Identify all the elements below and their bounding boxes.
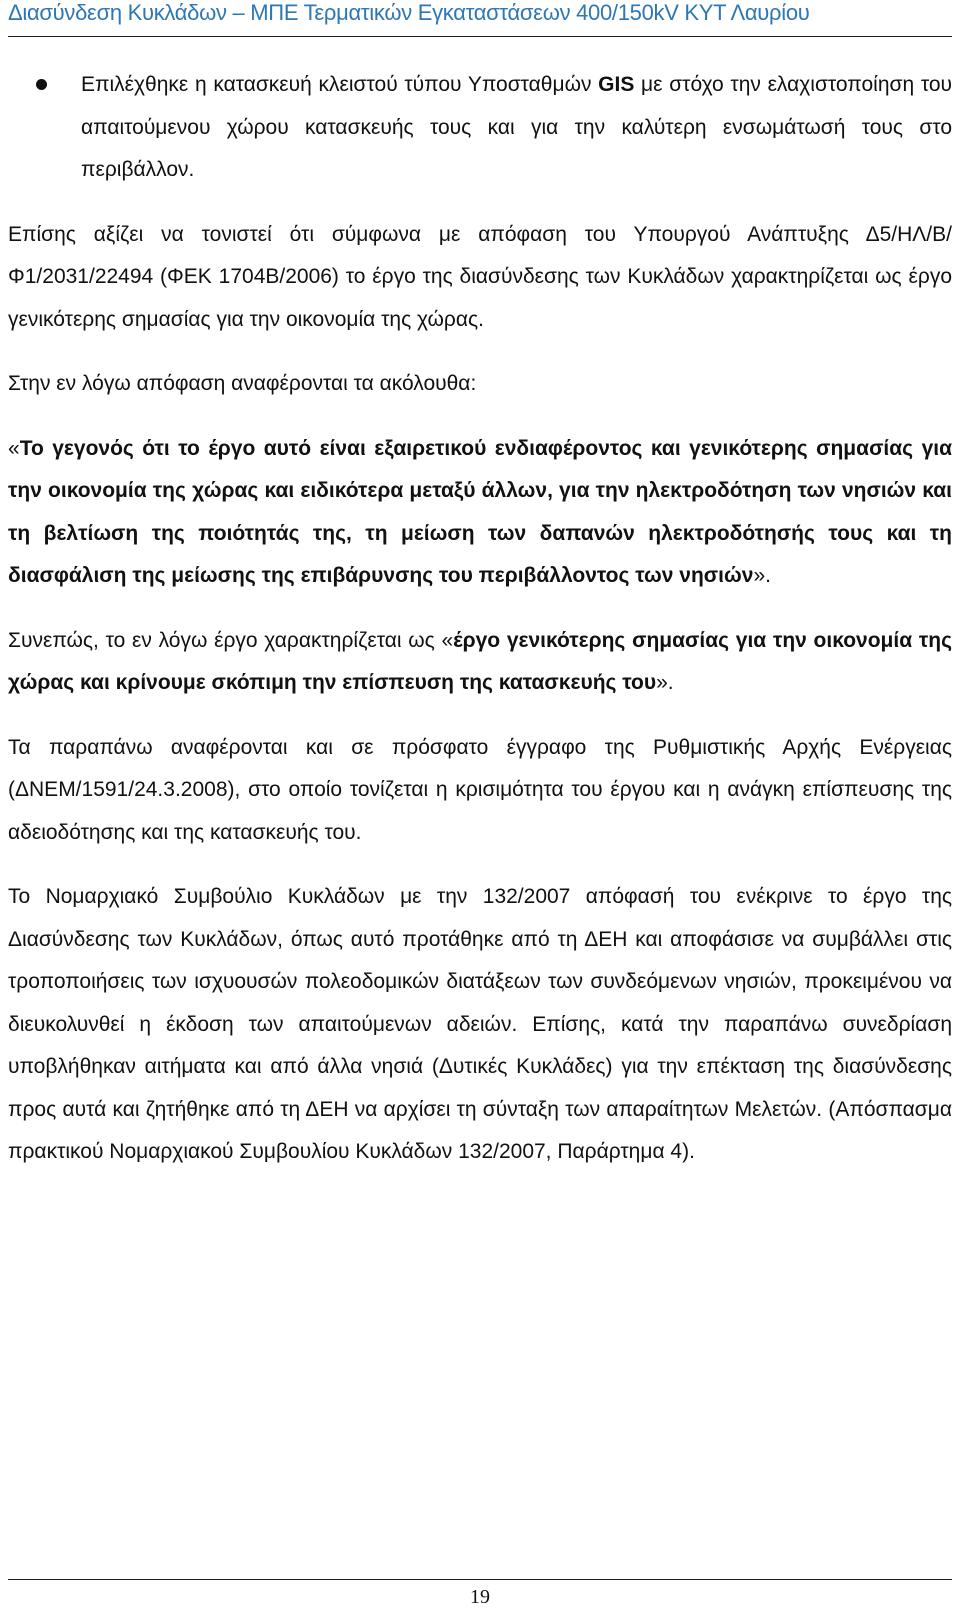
conclusion-text-bold: έργο γενικότερης σημασίας για την οικονομία της χώρας και κρίνουμε σκόπιμη την επίσπευση της κατασκευής του [8,628,953,694]
header-title: Διασύνδεση Κυκλάδων – ΜΠΕ Τερματικών Εγκαταστάσεων 400/150kV ΚΥΤ Λαυρίου [8,0,810,25]
paragraph-conclusion [8,620,952,705]
quote-open-mark: « [8,436,20,460]
conclusion-text-after: ». [656,671,674,694]
page-number: 19 [470,1586,490,1608]
bullet-text-before: Επιλέχθηκε η κατασκευή κλειστού τύπου Υποσταθμών [81,73,599,96]
paragraph-ministerial-decision: Επίσης αξίζει να τονιστεί ότι σύμφωνα με απόφαση του Υπουργού Ανάπτυξης Δ5/ΗΛ/Β/Φ1/2031/22494 (ΦΕΚ 1704Β/2006) το έργο της διασύνδεσης των Κυκλάδων χαρακτηρίζεται ως έργο γενικότερης σημασίας για την οικονομία της χώρας. [8,222,952,331]
footer-divider [8,1579,952,1580]
quote-close-mark: ». [753,564,771,587]
paragraph-energy-authority: Τα παραπάνω αναφέρονται και σε πρόσφατο έγγραφο της Ρυθμιστικής Αρχής Ενέργειας (ΔΝΕΜ/1591/24.3.2008), στο οποίο τονίζεται η κρισιμότητα του έργου και η ανάγκη επίσπευσης της αδειοδότησης και της κατασκευής του. [8,735,952,844]
bullet-item-gis [8,64,952,192]
bullet-text-bold: GIS [598,73,635,96]
paragraph-prefectural-council: Το Νομαρχιακό Συμβούλιο Κυκλάδων με την 132/2007 απόφασή του ενέκρινε το έργο της Διασύνδεσης των Κυκλάδων, όπως αυτό προτάθηκε από τη ΔΕΗ και αποφάσισε να συμβάλλει στις τροποποιήσεις των ισχυουσών πολεοδομικών διατάξεων των συνδεόμενων νησιών, προκειμένου να διευκολυνθεί η έκδοση των απαιτούμενων αδειών. Επίσης, κατά την παραπάνω συνεδρίαση υποβλήθηκαν αιτήματα και από άλλα νησιά (Δυτικές Κυκλάδες) για την επέκταση της διασύνδεσης προς αυτά και ζητήθηκε από τη ΔΕΗ να αρχίσει τη σύνταξη των απαραίτητων Μελετών. (Απόσπασμα πρακτικού Νομαρχιακού Συμβουλίου Κυκλάδων 132/2007, Παράρτημα 4). [8,885,952,1163]
paragraph-decision-intro: Στην εν λόγω απόφαση αναφέρονται τα ακόλουθα: [8,372,477,395]
quote-bold-text: Το γεγονός ότι το έργο αυτό είναι εξαιρετικού ενδιαφέροντος και γενικότερης σημασίας για την οικονομία της χώρας και ειδικότερα μεταξύ άλλων, για την ηλεκτροδότηση των νησιών και τη βελτίωση της ποιότητάς της, τη μείωση των δαπανών ηλεκτροδότησής τους και τη διασφάλιση της μείωσης της επιβάρυνσης του περιβάλλοντος των νησιών [8,436,952,587]
conclusion-text-before: Συνεπώς, το εν λόγω έργο χαρακτηρίζεται ως « [8,628,454,652]
bullet-dot-icon [36,79,47,90]
page-header [8,0,952,37]
paragraph-decision-quote [8,428,952,598]
document-body [8,64,952,1174]
bullet-text-after: με στόχο την ελαχιστοποίηση του απαιτούμενου χώρου κατασκευής τους και για την καλύτερη ενσωμάτωσή τους στο περιβάλλον. [81,73,952,181]
